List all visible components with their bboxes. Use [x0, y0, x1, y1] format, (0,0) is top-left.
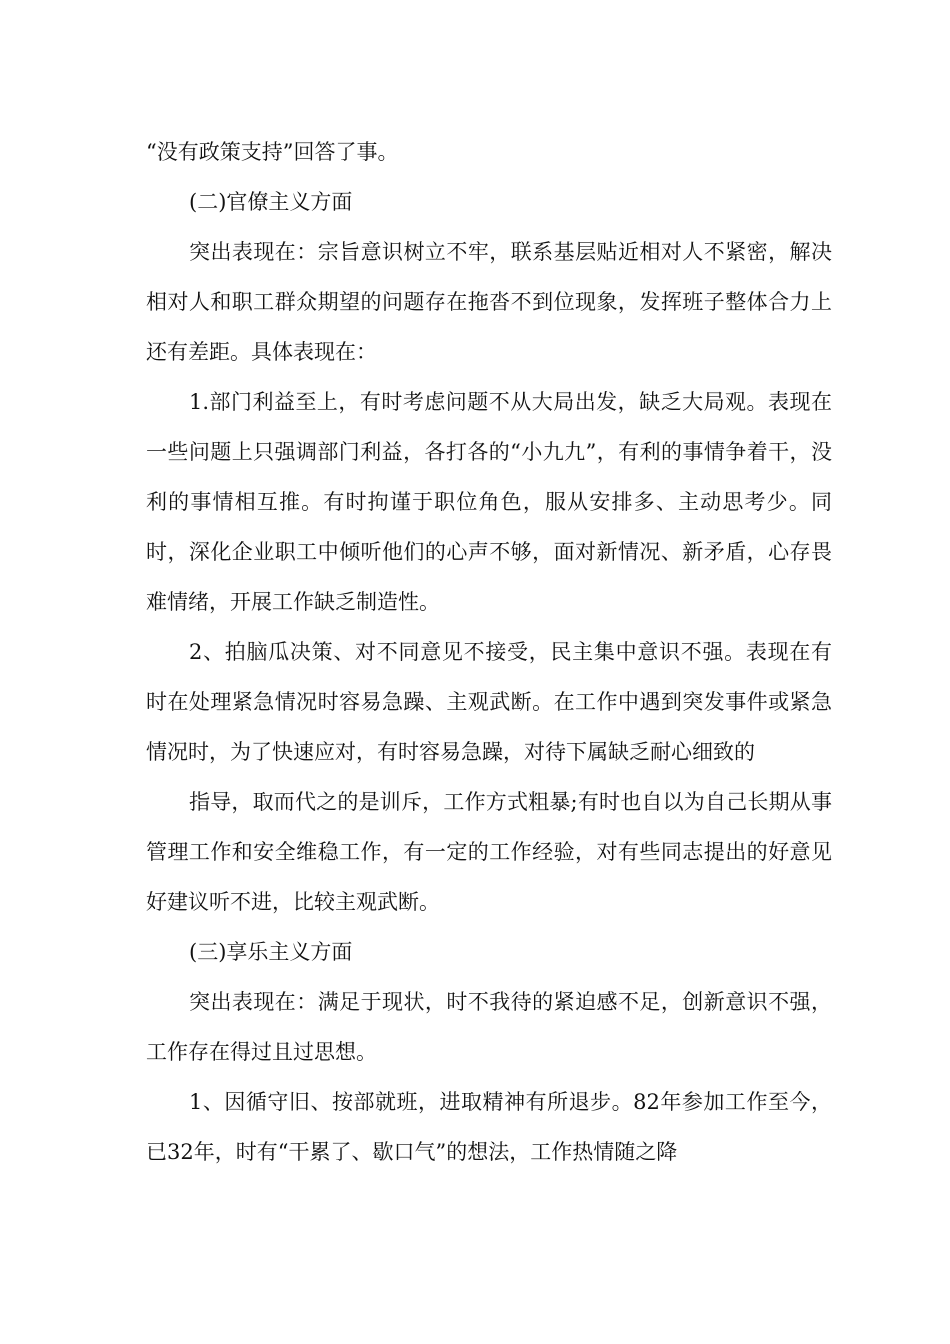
document-body	[146, 127, 832, 1177]
section-heading-bureaucratism: (二)官僚主义方面	[189, 190, 353, 214]
paragraph-hedonism-item-1: 1、因循守旧、按部就班，进取精神有所退步。82年参加工作至今，已32年，时有“干累了、歇口气”的想法，工作热情随之降	[146, 1090, 832, 1164]
paragraph-bureaucratism-summary: 突出表现在：宗旨意识树立不牢，联系基层贴近相对人不紧密，解决相对人和职工群众期望的问题存在拖沓不到位现象，发挥班子整体合力上还有差距。具体表现在：	[146, 240, 832, 364]
paragraph-hedonism-summary: 突出表现在：满足于现状，时不我待的紧迫感不足，创新意识不强，工作存在得过且过思想。	[146, 990, 832, 1064]
paragraph-item-2-decision-making: 2、拍脑瓜决策、对不同意见不接受，民主集中意识不强。表现在有时在处理紧急情况时容易急躁、主观武断。在工作中遇到突发事件或紧急情况时，为了快速应对，有时容易急躁，对待下属缺乏耐心细致的	[146, 640, 832, 764]
paragraph-continuation: “没有政策支持”回答了事。	[146, 140, 399, 164]
section-heading-hedonism: (三)享乐主义方面	[189, 940, 353, 964]
paragraph-item-2-continued: 指导，取而代之的是训斥，工作方式粗暴;有时也自以为自己长期从事管理工作和安全维稳工作，有一定的工作经验，对有些同志提出的好意见好建议听不进，比较主观武断。	[146, 790, 832, 914]
paragraph-item-1-department-interest: 1.部门利益至上，有时考虑问题不从大局出发，缺乏大局观。表现在一些问题上只强调部门利益，各打各的“小九九”，有利的事情争着干，没利的事情相互推。有时拘谨于职位角色，服从安排多、主动思考少。同时，深化企业职工中倾听他们的心声不够，面对新情况、新矛盾，心存畏难情绪，开展工作缺乏制造性。	[146, 390, 832, 614]
